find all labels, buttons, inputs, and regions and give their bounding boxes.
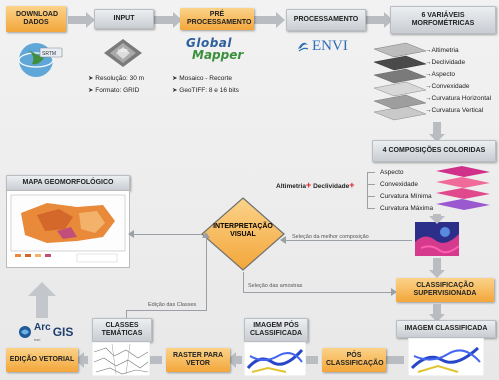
bullet-arrow-icon: ➤ [172,75,180,82]
variable-convexidade: →Convexidade [425,83,470,90]
composicoes-label: 4 COMPOSIÇÕES COLORIDAS [382,147,486,154]
composition-declividade: Declividade [313,183,350,190]
imagem-pos-box [244,318,308,342]
plus-sign: + [305,180,312,190]
bullet-arrow-icon: ➤ [172,87,180,94]
pre-note-geotiff: ➤ GeoTIFF: 8 e 16 bits [172,87,239,94]
mapa-geomorfologico-box [6,175,130,191]
classificacao-box [396,278,494,302]
arrow-glyph-icon: → [425,95,432,102]
edge-amostras-label: Seleção das amostras [248,283,303,289]
arrow-vars-comp [433,122,441,134]
plus-sign: + [349,180,355,190]
branch-line-1 [367,172,375,173]
bullet-arrow-icon: ➤ [88,75,96,82]
branch-line-4 [367,208,375,209]
variable-aspecto: →Aspecto [425,71,455,78]
arcgis-gis-text: GIS [52,325,74,339]
download-dados-label: DOWNLOAD DADOS [16,11,58,26]
envi-text: ENVI [312,37,348,54]
composition-curvatura-minima: Curvatura Mínima [380,193,432,200]
branch-line-3 [367,196,375,197]
variaveis-box [390,6,496,34]
branch-line-2 [367,184,375,185]
global-mapper-word-1: Global [186,36,233,50]
arrow-glyph-icon: → [425,83,432,90]
variable-curvatura-vertical: →Curvatura Vertical [425,107,484,114]
edge-interp-mapa [132,234,202,235]
arcgis-logo [18,321,74,343]
arrow-download-input [68,16,86,24]
interpretacao-label: INTERPRETAÇÃO VISUAL [213,223,273,238]
arrow-imgclass-pos [386,356,404,364]
arrow-pos-imgpos [306,356,318,364]
arrow-glyph-icon: → [425,47,432,54]
arrow-proc-vars [364,16,384,24]
edge-classes-label: Edição das Classes [148,302,197,308]
selected-composition-image [415,222,459,256]
variable-declividade: →Declividade [425,59,466,66]
classes-tematicas-box [92,318,152,342]
variable-altimetria: →Altimetria [425,47,459,54]
download-dados-box [6,6,66,32]
layer-stack-icon [370,40,430,126]
thematic-classes-image [92,342,150,376]
arrow-tematicas-edicao [84,356,88,364]
arcgis-arc-text: Arc [34,321,51,333]
bullet-arrow-icon: ➤ [88,87,96,94]
composition-altimetria: Altimetria [276,183,306,190]
arcgis-globe-icon [18,325,32,339]
global-mapper-logo [186,36,250,70]
composition-base [276,181,354,191]
imagem-classificada-box [396,320,496,338]
edicao-vetorial-label: EDIÇÃO VETORIAL [9,356,75,363]
arrow-raster-tematicas [150,356,162,364]
variable-curvatura-horizontal: →Curvatura Horizontal [425,95,492,102]
edge-classes-vertical [126,310,127,318]
arrow-comp-image [433,214,441,216]
pre-processamento-box [180,8,254,30]
classificacao-label: CLASSIFICAÇÃO SUPERVISIONADA [413,282,477,297]
arrow-glyph-icon: → [425,107,432,114]
edge-melhor-arrowhead-icon [280,236,286,244]
arrow-classif-imgclass [433,304,441,314]
arrow-glyph-icon: → [425,59,432,66]
pre-processamento-label: PRÉ PROCESSAMENTO [187,11,252,26]
composition-curvatura-maxima: Curvatura Máxima [380,205,434,212]
edicao-vetorial-box [6,348,78,372]
composition-convexidade: Convexidade [380,181,418,188]
color-composition-stack-icon [432,164,494,214]
arcgis-esri-text: esri [34,336,41,342]
arrow-glyph-icon: → [425,71,432,78]
input-note-resolucao: ➤ Resolução: 30 m [88,75,145,82]
classified-image [408,338,484,376]
input-box [94,9,154,29]
globe-download-icon [14,38,64,80]
composicoes-box [372,140,496,162]
raster-vetor-box [166,348,230,372]
dem-thumbnail-icon [100,35,146,71]
input-note-formato: ➤ Formato: GRID [88,87,140,94]
edge-classes-up [206,236,207,311]
processamento-label: PROCESSAMENTO [293,16,359,23]
edge-interp-mapa-arrowhead-icon [128,230,134,238]
processamento-box [286,9,366,31]
global-mapper-word-2: Mapper [192,48,244,62]
pre-note-mosaico: ➤ Mosaico - Recorte [172,75,233,82]
arrow-image-classif [433,258,441,270]
pos-classificacao-box [322,348,386,372]
svg-text:MDE: MDE [118,48,128,53]
arrow-up-to-map-icon [28,282,56,318]
classes-tematicas-label: CLASSES TEMÁTICAS [101,322,143,337]
edge-amostras-vertical [243,272,244,292]
envi-swirl-icon [296,39,310,53]
arrow-imgpos-raster [236,356,242,364]
pos-classificacao-label: PÓS CLASSIFICAÇÃO [326,352,384,367]
envi-logo [296,36,356,56]
branch-line-vertical [367,172,368,208]
variaveis-label: 6 VARIÁVEIS MORFOMÉTRICAS [411,12,475,27]
imagem-classificada-label: IMAGEM CLASSIFICADA [404,325,488,332]
geomorphological-map-image [6,190,130,268]
edge-classes-line [126,310,206,311]
raster-vetor-label: RASTER PARA VETOR [172,352,224,367]
input-label: INPUT [113,15,135,22]
post-classified-image [244,342,306,376]
map-thumbnail-icon [7,191,129,267]
arrow-pre-proc [254,16,276,24]
edge-melhor-label: Seleção da melhor composição [292,234,369,240]
imagem-pos-label: IMAGEM PÓS CLASSIFICADA [249,322,303,337]
composition-aspecto: Aspecto [380,169,404,176]
mapa-geomorfologico-label: MAPA GEOMORFOLÓGICO [22,179,114,186]
edge-amostras-line [243,292,391,293]
edge-classes-arrowhead-icon [202,232,210,238]
svg-text:SRTM: SRTM [42,51,57,57]
arrow-input-pre [153,16,173,24]
